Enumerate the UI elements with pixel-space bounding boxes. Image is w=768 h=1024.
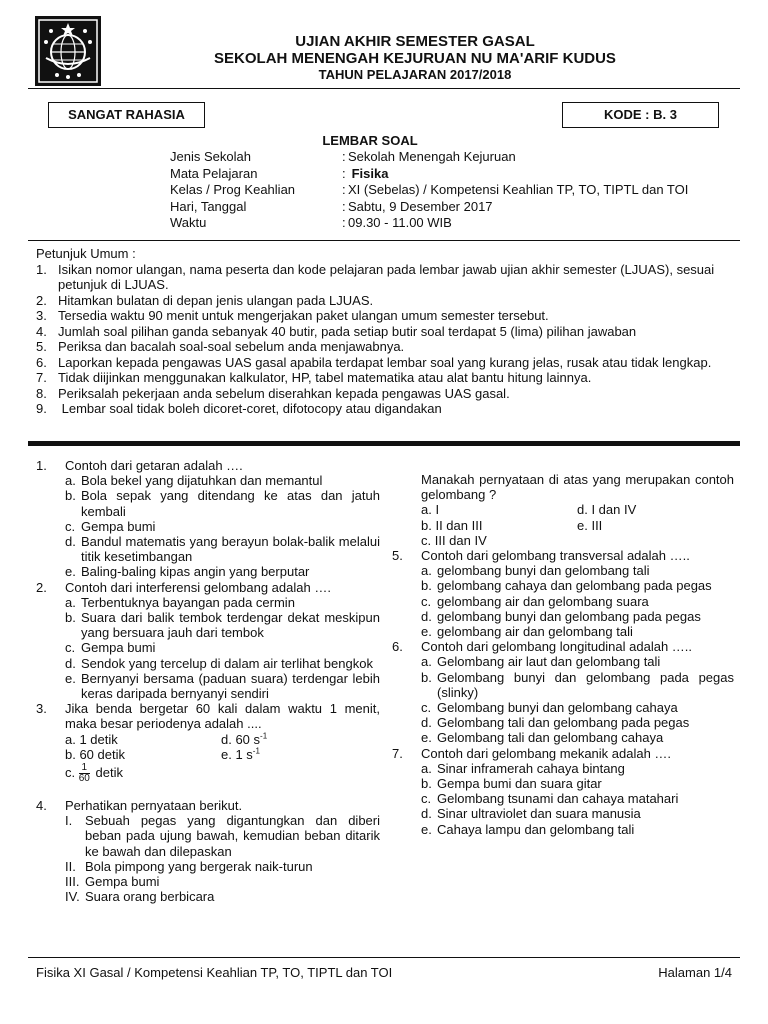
answer-option <box>65 656 380 671</box>
answer-option <box>421 700 734 715</box>
option-text: Gelombang tali dan gelombang pada pegas <box>437 715 690 731</box>
option-letter: b. <box>421 776 432 792</box>
option-text: d. 60 s <box>221 731 261 747</box>
question-number: 1. <box>36 458 47 473</box>
instruction-item <box>36 401 736 417</box>
nu-globe-emblem-icon <box>37 18 99 84</box>
instruction-text: Tidak diijinkan menggunakan kalkulator, HP, tabel matematika atau alat bantu hitung lainnya. <box>58 370 592 385</box>
option-text: Suara dari balik tembok terdengar dekat meskipun yang bersuara jauh dari tembok <box>81 610 380 641</box>
answer-option <box>421 624 734 639</box>
info-label: Jenis Sekolah <box>170 149 251 164</box>
instruction-number: 4. <box>36 323 47 339</box>
option-text: Gelombang bunyi dan gelombang cahaya <box>437 700 678 716</box>
info-row <box>170 199 688 216</box>
option-text: Bernyanyi bersama (paduan suara) terdengar lebih keras daripada bernyanyi sendiri <box>81 670 380 702</box>
answer-option <box>421 822 734 837</box>
option-text: Sinar ultraviolet dan suara manusia <box>437 806 641 822</box>
question-6 <box>392 639 734 745</box>
info-value: XI (Sebelas) / Kompetensi Keahlian TP, TO, TIPTL dan TOI <box>348 182 689 197</box>
fraction-denominator: 60 <box>78 773 90 785</box>
option-letter: d. <box>65 534 76 550</box>
question-3 <box>36 701 380 784</box>
instruction-number: 1. <box>36 261 47 277</box>
info-value: 09.30 - 11.00 WIB <box>348 215 452 230</box>
answer-option <box>421 609 734 624</box>
info-separator: : <box>342 215 346 230</box>
option-letter: d. <box>65 655 76 671</box>
option-letter: b. <box>421 669 432 685</box>
option-text: Bola sepak yang ditendang ke atas dan jatuh kembali <box>81 488 380 519</box>
footer-divider <box>28 957 740 958</box>
statement-numeral: IV. <box>65 889 80 905</box>
statement-text: Bola pimpong yang bergerak naik-turun <box>85 858 313 874</box>
answer-option <box>421 654 734 669</box>
option-text: Gelombang air laut dan gelombang tali <box>437 654 661 670</box>
answer-option <box>65 595 380 610</box>
info-separator: : <box>342 149 346 164</box>
instruction-text: Periksa dan bacalah soal-soal sebelum anda menjawabnya. <box>58 339 405 354</box>
answer-option: d. I dan IV <box>577 502 637 518</box>
info-label: Mata Pelajaran <box>170 165 258 181</box>
statement-text: Gempa bumi <box>85 874 160 890</box>
footer-course-info: Fisika XI Gasal / Kompetensi Keahlian TP, TO, TIPTL dan TOI <box>36 965 393 980</box>
instruction-number: 3. <box>36 308 47 323</box>
section-divider <box>28 441 740 446</box>
code-badge: KODE : B. 3 <box>562 102 719 128</box>
statement-text: Sebuah pegas yang digantungkan dan diberi beban pada ujung bawah, kemudian beban ditarik ke bawah dan dilepaskan <box>85 813 380 859</box>
option-text: gelombang bunyi dan gelombang pada pegas <box>437 608 701 624</box>
question-number: 6. <box>392 639 403 655</box>
option-letter: c. <box>421 791 432 807</box>
answer-option <box>65 671 380 701</box>
answer-option <box>221 747 380 762</box>
option-letter: c. <box>65 765 76 780</box>
option-letter: e. <box>65 670 76 686</box>
option-letter: a. <box>421 654 432 670</box>
option-exponent: -1 <box>252 746 260 756</box>
instruction-item <box>36 293 736 309</box>
option-letter: c. <box>421 700 432 716</box>
statement-item <box>65 859 380 874</box>
answer-option: b. 60 detik <box>65 746 125 762</box>
option-text: Terbentuknya bayangan pada cermin <box>81 594 295 610</box>
instruction-text: Jumlah soal pilihan ganda sebanyak 40 butir, pada setiap butir soal terdapat 5 (lima) pilihan jawaban <box>58 323 637 339</box>
option-letter: a. <box>421 760 432 776</box>
option-text: Cahaya lampu dan gelombang tali <box>437 821 635 837</box>
questions-left-column <box>36 458 380 904</box>
info-label: Hari, Tanggal <box>170 198 247 214</box>
info-separator: : <box>342 165 346 181</box>
question-2 <box>36 580 380 702</box>
option-text: gelombang cahaya dan gelombang pada pegas <box>437 578 712 594</box>
option-text: Sendok yang tercelup di dalam air terlihat bengkok <box>81 655 373 671</box>
option-text: Gelombang bunyi dan gelombang pada pegas (slinky) <box>437 669 734 700</box>
option-letter: d. <box>421 715 432 731</box>
answer-option: c. III dan IV <box>421 532 487 548</box>
option-exponent: -1 <box>260 731 268 741</box>
option-letter: a. <box>65 594 76 610</box>
question-4 <box>36 798 380 904</box>
exam-info <box>170 149 688 232</box>
info-row <box>170 215 688 232</box>
instructions <box>36 246 736 417</box>
option-letter: e. <box>65 564 76 580</box>
answer-option <box>65 534 380 564</box>
option-letter: b. <box>65 610 76 626</box>
option-letter: b. <box>65 488 76 504</box>
option-text: Bola bekel yang dijatuhkan dan memantul <box>81 473 323 489</box>
question-text: Manakah pernyataan di atas yang merupakan contoh gelombang ? <box>421 472 734 503</box>
option-letter: d. <box>421 806 432 822</box>
answer-option <box>65 640 380 655</box>
answer-option: e. III <box>577 517 603 533</box>
option-letter: a. <box>421 563 432 579</box>
question-text: Perhatikan pernyataan berikut. <box>65 798 243 814</box>
info-value: Sekolah Menengah Kejuruan <box>348 149 516 164</box>
statement-item <box>65 874 380 889</box>
question-text: Contoh dari gelombang transversal adalah ….. <box>421 548 690 564</box>
option-text: Gelombang tali dan gelombang cahaya <box>437 730 664 746</box>
instruction-number: 6. <box>36 354 47 370</box>
question-number: 7. <box>392 745 403 761</box>
info-label: Waktu <box>170 215 207 230</box>
question-text: Contoh dari gelombang longitudinal adalah ….. <box>421 639 693 655</box>
answer-option <box>421 776 734 791</box>
secret-badge: SANGAT RAHASIA <box>48 102 205 128</box>
option-letter: e. <box>421 730 432 746</box>
statement-numeral: I. <box>65 813 73 829</box>
academic-year: TAHUN PELAJARAN 2017/2018 <box>318 67 512 82</box>
answer-option <box>421 715 734 730</box>
option-text: gelombang bunyi dan gelombang tali <box>437 563 650 579</box>
instructions-title: Petunjuk Umum : <box>36 246 136 261</box>
option-letter: d. <box>421 608 432 624</box>
option-text: gelombang air dan gelombang tali <box>437 624 633 640</box>
statement-text: Suara orang berbicara <box>85 889 215 905</box>
info-label: Kelas / Prog Keahlian <box>170 182 296 197</box>
answer-option <box>65 519 380 534</box>
option-text: Gelombang tsunami dan cahaya matahari <box>437 791 679 807</box>
option-text: Gempa bumi <box>81 640 156 656</box>
instruction-number: 2. <box>36 292 47 308</box>
info-row <box>170 149 688 166</box>
instruction-item <box>36 308 736 324</box>
answer-option <box>421 761 734 776</box>
fraction-numerator: 1 <box>79 763 90 774</box>
instruction-item <box>36 324 736 340</box>
statement-numeral: II. <box>65 858 76 874</box>
instruction-text: Hitamkan bulatan di depan jenis ulangan pada LJUAS. <box>58 292 374 308</box>
info-divider <box>28 240 740 241</box>
school-name: SEKOLAH MENENGAH KEJURUAN NU MA'ARIF KUDUS <box>214 50 616 67</box>
option-letter: c. <box>65 518 76 534</box>
instruction-text: Laporkan kepada pengawas UAS gasal apabila terdapat lembar soal yang kurang jelas, rusak atau tidak lengkap. <box>58 354 712 370</box>
option-text: gelombang air dan gelombang suara <box>437 593 649 609</box>
answer-option <box>421 806 734 821</box>
question-number: 4. <box>36 798 47 814</box>
instruction-item <box>36 370 736 386</box>
instruction-number: 9. <box>36 401 47 416</box>
answer-option <box>421 594 734 609</box>
option-text: e. 1 s <box>221 746 253 762</box>
info-value: Sabtu, 9 Desember 2017 <box>348 198 493 214</box>
answer-option <box>65 610 380 640</box>
answer-option <box>421 578 734 593</box>
question-text: Jika benda bergetar 60 kali dalam waktu 1 menit, maka besar periodenya adalah .... <box>65 701 380 732</box>
instruction-item <box>36 355 736 371</box>
answer-options-grid <box>421 502 734 548</box>
answer-option: a. I <box>421 502 440 518</box>
answer-option: b. II dan III <box>421 517 483 533</box>
instruction-text: Lembar soal tidak boleh dicoret-coret, difotocopy atau digandakan <box>58 401 442 416</box>
instruction-number: 5. <box>36 339 47 354</box>
info-row <box>170 182 688 199</box>
instruction-item <box>36 386 736 402</box>
school-logo <box>35 16 101 86</box>
statement-item <box>65 889 380 904</box>
fraction <box>79 763 90 784</box>
answer-option <box>421 730 734 745</box>
info-value: Fisika <box>348 165 389 181</box>
questions-right-column <box>392 472 734 837</box>
instruction-number: 8. <box>36 385 47 401</box>
info-separator: : <box>342 182 346 197</box>
statement-item <box>65 813 380 859</box>
answer-option: a. 1 detik <box>65 731 118 747</box>
info-row <box>170 166 688 183</box>
option-text: Gempa bumi <box>81 518 156 534</box>
option-letter: e. <box>421 821 432 837</box>
answer-option <box>421 563 734 578</box>
question-number: 5. <box>392 548 403 564</box>
option-letter: c. <box>65 640 76 656</box>
question-number: 3. <box>36 701 47 717</box>
option-text: detik <box>95 765 123 780</box>
instruction-item <box>36 262 736 293</box>
question-text: Contoh dari getaran adalah …. <box>65 458 243 473</box>
option-text: Sinar inframerah cahaya bintang <box>437 760 625 776</box>
instruction-text: Isikan nomor ulangan, nama peserta dan kode pelajaran pada lembar jawab ujian akhir semester (LJUAS), sesuai petunjuk di LJUAS. <box>58 261 715 292</box>
answer-option <box>65 763 380 784</box>
sheet-title: LEMBAR SOAL <box>322 133 418 148</box>
instruction-item <box>36 339 736 355</box>
answer-option <box>65 488 380 518</box>
exam-title: UJIAN AKHIR SEMESTER GASAL <box>295 33 535 50</box>
instruction-text: Tersedia waktu 90 menit untuk mengerjakan paket ulangan umum semester tersebut. <box>58 308 549 323</box>
answer-options-grid <box>65 732 380 762</box>
question-4-continued <box>392 472 734 548</box>
answer-option <box>421 670 734 700</box>
answer-option <box>221 732 380 747</box>
answer-option <box>65 473 380 488</box>
header-divider <box>28 88 740 89</box>
answer-option <box>65 564 380 579</box>
question-5 <box>392 548 734 639</box>
option-text: Bandul matematis yang berayun bolak-balik melalui titik kesetimbangan <box>81 534 380 565</box>
statement-numeral: III. <box>65 874 80 890</box>
option-letter: a. <box>65 473 76 489</box>
question-1 <box>36 458 380 580</box>
answer-option <box>421 791 734 806</box>
option-letter: c. <box>421 593 432 609</box>
option-text: Gempa bumi dan suara gitar <box>437 776 602 792</box>
question-7 <box>392 746 734 837</box>
option-text: Baling-baling kipas angin yang berputar <box>81 564 310 580</box>
question-number: 2. <box>36 579 47 595</box>
info-separator: : <box>342 198 346 214</box>
question-text: Contoh dari interferensi gelombang adalah …. <box>65 579 331 595</box>
option-letter: b. <box>421 578 432 594</box>
question-text: Contoh dari gelombang mekanik adalah …. <box>421 745 672 761</box>
page-number: Halaman 1/4 <box>658 965 732 980</box>
instruction-text: Periksalah pekerjaan anda sebelum diserahkan kepada pengawas UAS gasal. <box>58 385 510 401</box>
option-letter: e. <box>421 624 432 640</box>
instruction-number: 7. <box>36 370 47 385</box>
